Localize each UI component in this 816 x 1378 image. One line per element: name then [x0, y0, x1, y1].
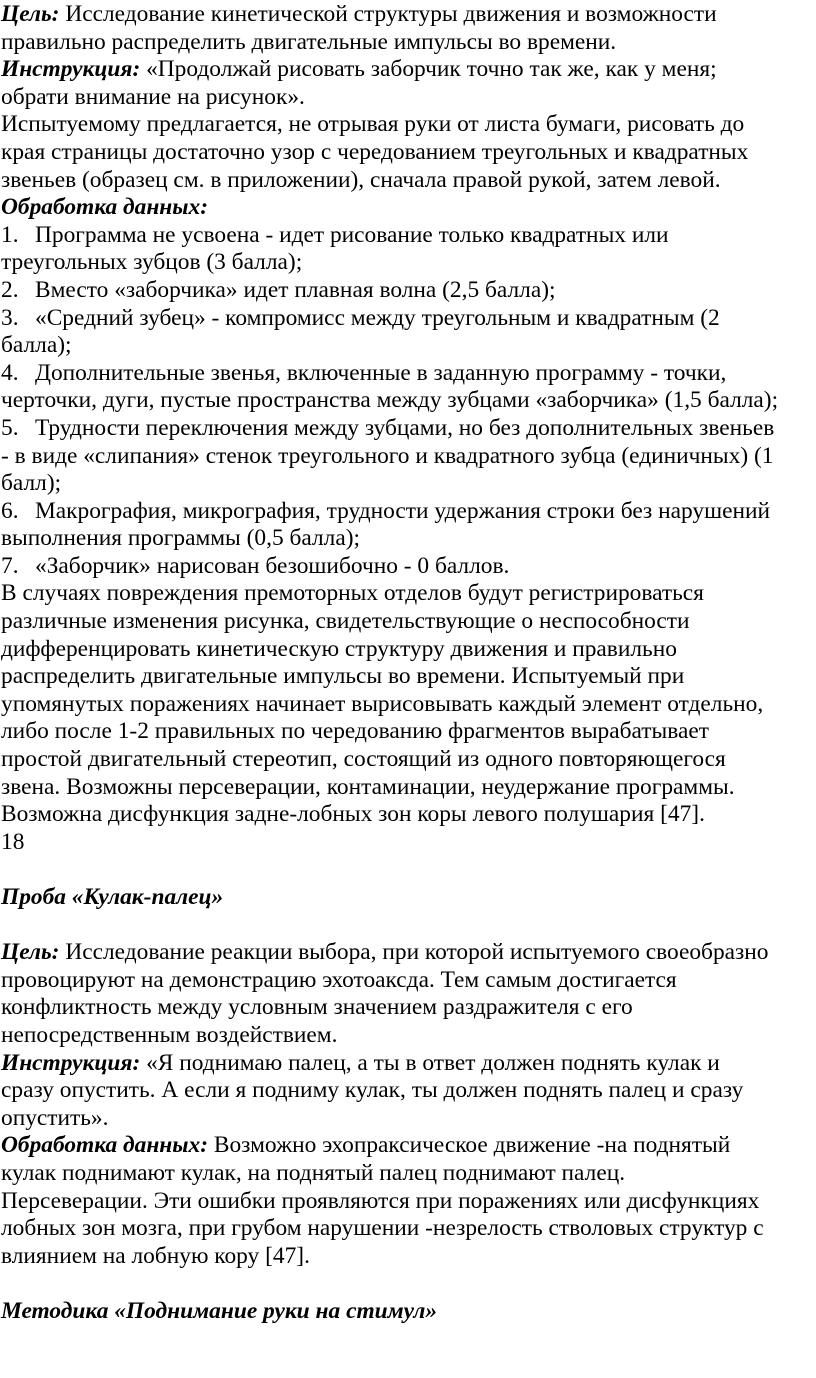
list-item-1: 1. Программа не усвоена - идет рисование только квадратных или	[1, 221, 669, 248]
goal-line-1: Цель: Исследование кинетической структуры движения и возможности	[1, 1, 717, 27]
instruction-label: Инструкция:	[1, 56, 141, 83]
conclusion-line-6: либо после 1-2 правильных по чередованию фрагментов вырабатывает	[1, 718, 709, 745]
conclusion-line-8: звена. Возможны персеверации, контаминации, неудержание программы.	[1, 773, 735, 800]
conclusion-line-9: Возможна дисфункция задне-лобных зон коры левого полушария [47].	[1, 801, 705, 828]
spacer	[1, 1270, 815, 1298]
processing2-line-3: Персеверации. Эти ошибки проявляются при поражениях или дисфункциях	[1, 1187, 760, 1214]
list-item-6: 6. Макрография, микрография, трудности удержания строки без нарушений	[1, 497, 771, 524]
section-title-hand-raise: Методика «Поднимание руки на стимул»	[1, 1297, 438, 1324]
task-line-1: Испытуемому предлагается, не отрывая руки от листа бумаги, рисовать до	[1, 111, 745, 138]
spacer	[1, 856, 815, 884]
page-number: 18	[1, 828, 25, 855]
instruction2-line-2: сразу опустить. А если я подниму кулак, ты должен поднять палец и сразу	[1, 1077, 744, 1104]
instruction-line-1: Инструкция: «Продолжай рисовать заборчик точно так же, как у меня;	[1, 56, 717, 83]
conclusion-line-3: дифференцировать кинетическую структуру движения и правильно	[1, 635, 677, 662]
processing2-line-5: влиянием на лобную кору [47].	[1, 1242, 310, 1269]
processing2-line-2: кулак поднимают кулак, на поднятый палец поднимают палец.	[1, 1159, 626, 1186]
list-item-6-cont: выполнения программы (0,5 балла);	[1, 525, 361, 552]
list-item-5: 5. Трудности переключения между зубцами, но без дополнительных звеньев	[1, 414, 775, 441]
goal-line-2: правильно распределить двигательные импульсы во времени.	[1, 28, 617, 55]
list-item-5-cont-1: - в виде «слипания» стенок треугольного и квадратного зубца (единичных) (1	[1, 442, 774, 469]
instruction-line-2: обрати внимание на рисунок».	[1, 83, 305, 110]
goal2-line-1: Цель: Исследование реакции выбора, при которой испытуемого своеобразно	[1, 939, 769, 966]
list-item-1-cont: треугольных зубцов (3 балла);	[1, 249, 303, 276]
processing2-label: Обработка данных:	[1, 1132, 209, 1159]
instruction2-line-1: Инструкция: «Я поднимаю палец, а ты в ответ должен поднять кулак и	[1, 1049, 720, 1076]
list-item-3-cont: балла);	[1, 332, 72, 359]
section-title-fist-finger: Проба «Кулак-палец»	[1, 884, 224, 910]
processing2-line-4: лобных зон мозга, при грубом нарушении -незрелость стволовых структур с	[1, 1215, 764, 1242]
list-item-7: 7. «Заборчик» нарисован безошибочно - 0 баллов.	[1, 552, 510, 579]
task-line-2: края страницы достаточно узор с чередованием треугольных и квадратных	[1, 138, 749, 165]
goal2-line-3: конфликтность между условным значением раздражителя с его	[1, 994, 633, 1021]
goal-label: Цель:	[1, 1, 60, 27]
instruction2-label: Инструкция:	[1, 1049, 141, 1076]
list-item-3: 3. «Средний зубец» - компромисс между треугольным и квадратным (2	[1, 304, 720, 331]
list-item-4: 4. Дополнительные звенья, включенные в заданную программу - точки,	[1, 359, 727, 386]
list-item-5-cont-2: балл);	[1, 470, 62, 497]
list-item-2: 2. Вместо «заборчика» идет плавная волна (2,5 балла);	[1, 276, 556, 303]
processing2-line-1: Обработка данных: Возможно эхопраксическое движение -на поднятый	[1, 1132, 731, 1159]
conclusion-line-1: В случаях повреждения премоторных отделов будут регистрироваться	[1, 580, 704, 607]
processing-label: Обработка данных:	[1, 194, 209, 221]
goal2-line-2: провоцируют на демонстрацию эхотоаксда. Тем самым достигается	[1, 966, 677, 993]
list-item-4-cont: черточки, дуги, пустые пространства между зубцами «заборчика» (1,5 балла);	[1, 387, 779, 414]
conclusion-line-2: различные изменения рисунка, свидетельствующие о неспособности	[1, 608, 690, 635]
task-line-3: звеньев (образец см. в приложении), сначала правой рукой, затем левой.	[1, 166, 721, 193]
document-page	[1, 1, 815, 1326]
instruction2-line-3: опустить».	[1, 1104, 109, 1131]
conclusion-line-7: простой двигательный стереотип, состоящий из одного повторяющегося	[1, 746, 726, 773]
conclusion-line-5: упомянутых поражениях начинает вырисовывать каждый элемент отдельно,	[1, 690, 764, 717]
spacer	[1, 912, 815, 940]
conclusion-line-4: распределить двигательные импульсы во времени. Испытуемый при	[1, 663, 685, 690]
goal2-line-4: непосредственным воздействием.	[1, 1021, 338, 1048]
goal2-label: Цель:	[1, 939, 60, 966]
